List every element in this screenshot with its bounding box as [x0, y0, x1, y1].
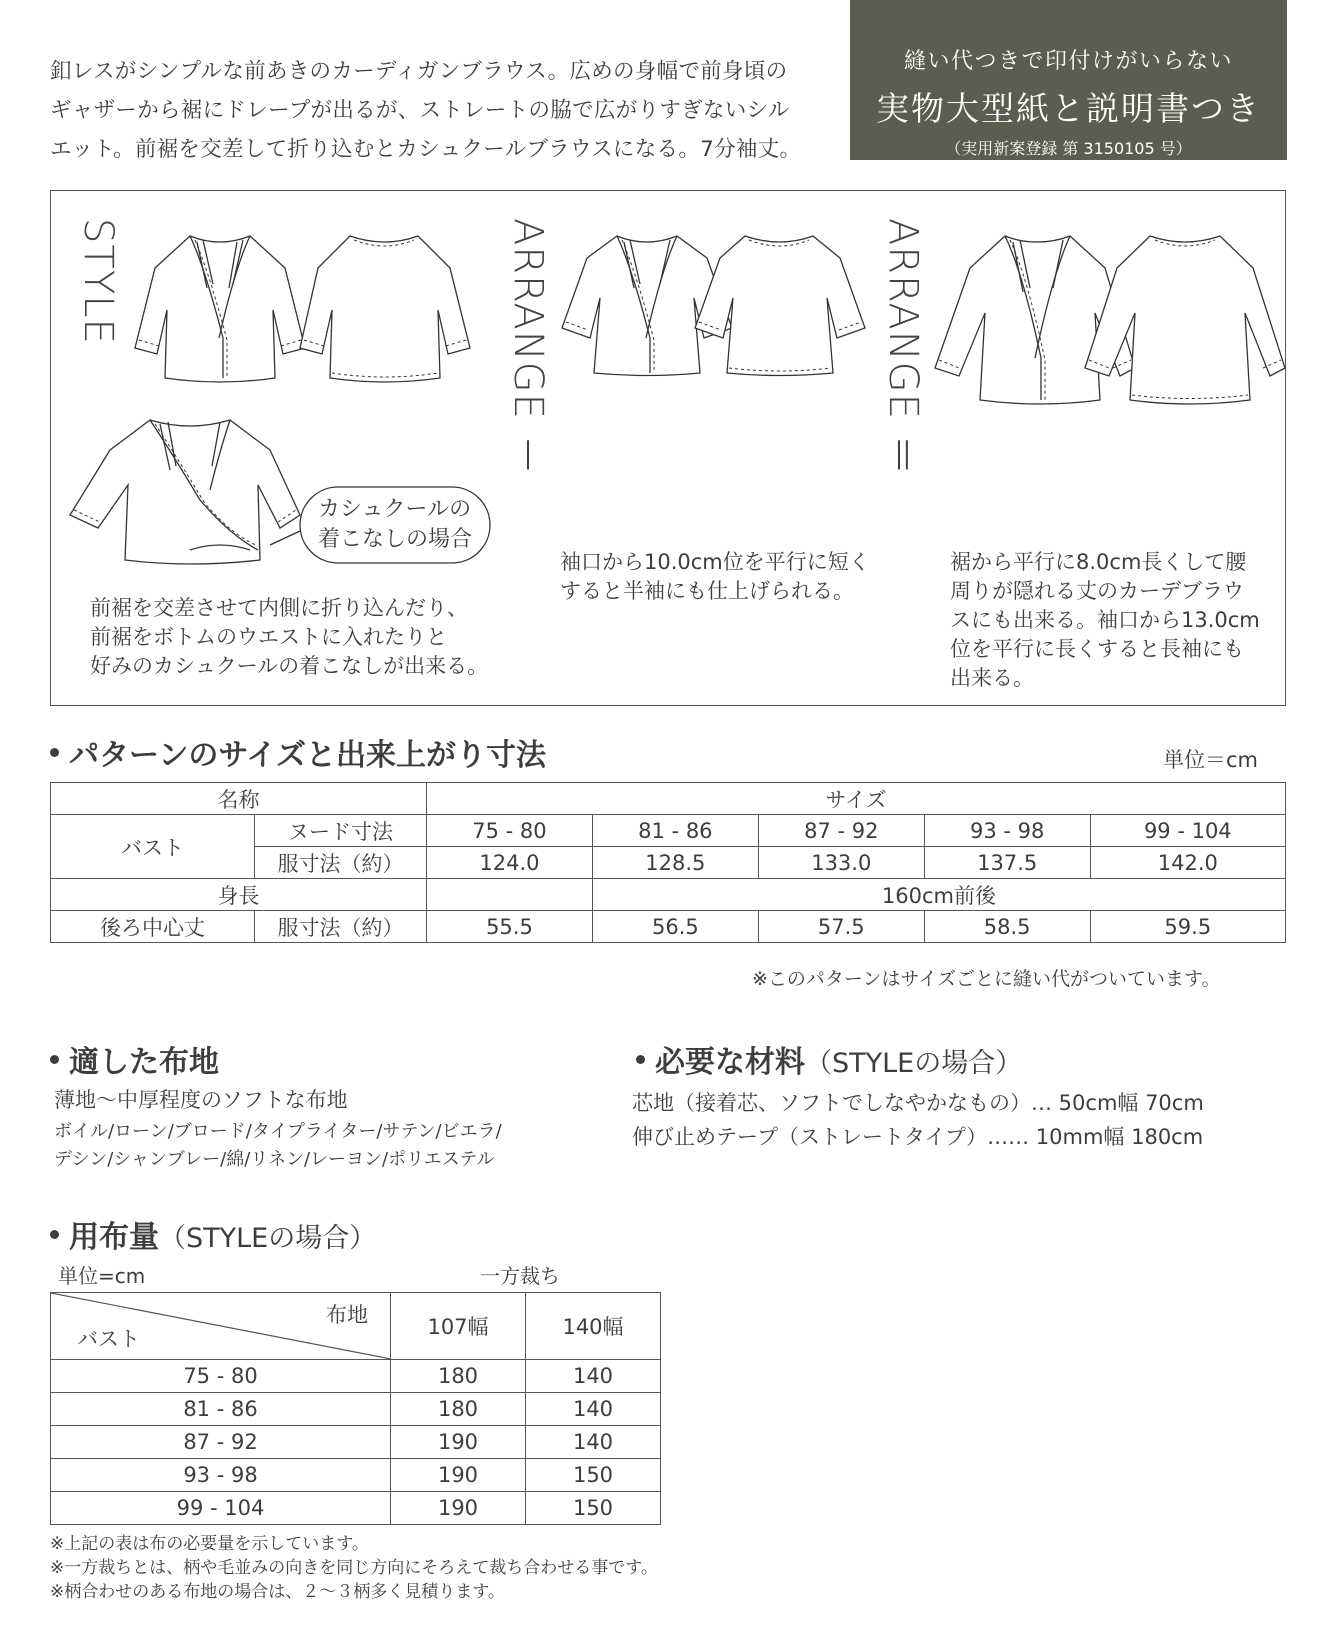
size-note: ※このパターンはサイズごとに縫い代がついています。: [752, 968, 1221, 990]
caption-line: 前裾をボトムのウエストに入れたりと: [90, 625, 447, 649]
corner-cell: [51, 1293, 391, 1360]
table-row: [51, 911, 1286, 943]
table-row: [51, 1426, 661, 1459]
bust-garment-cell: 142.0: [1090, 847, 1285, 879]
w140-cell: 140: [526, 1426, 661, 1459]
size-cell: 93 - 98: [924, 815, 1090, 847]
size-section-title: [50, 730, 546, 774]
style-back-illustration: [300, 228, 470, 388]
bullet-icon: [50, 748, 59, 757]
size-unit: 単位＝cm: [1163, 748, 1259, 772]
w107-cell: 190: [391, 1426, 526, 1459]
bubble-line: カシュクールの: [318, 497, 472, 522]
materials-title-text: 必要な材料: [655, 1045, 805, 1080]
style-front-illustration: [135, 228, 305, 388]
corner-bust: バスト: [77, 1327, 140, 1351]
intro-line: エット。前裾を交差して折り込むとカシュクールブラウスになる。7分袖丈。: [50, 137, 802, 162]
material-item: 伸び止めテープ（ストレートタイプ）…… 10mm幅 180cm: [632, 1125, 1204, 1149]
w140-cell: 140: [526, 1360, 661, 1393]
yardage-note: ※柄合わせのある布地の場合は、２〜３柄多く見積ります。: [50, 1582, 505, 1602]
table-row: [51, 1360, 661, 1393]
bubble-line: 着こなしの場合: [318, 527, 473, 552]
width-header: 140幅: [526, 1293, 661, 1360]
table-row: [51, 879, 1286, 911]
width-header: 107幅: [391, 1293, 526, 1360]
banner-line2: 実物大型紙と説明書つき: [876, 89, 1261, 128]
bust-label: バスト: [51, 815, 255, 879]
back-cell: 57.5: [758, 911, 924, 943]
yardage-table: [50, 1292, 661, 1525]
w140-cell: 150: [526, 1492, 661, 1525]
bust-garment-cell: 128.5: [592, 847, 758, 879]
size-title-text: パターンのサイズと出来上がり寸法: [69, 738, 546, 773]
bust-cell: 99 - 104: [51, 1492, 391, 1525]
fabric-subtitle: 薄地〜中厚程度のソフトな布地: [54, 1088, 348, 1112]
empty-cell: [427, 879, 593, 911]
caption-line: 周りが隠れる丈のカーデブラウ: [950, 579, 1244, 603]
banner-line1: 縫い代つきで印付けがいらない: [903, 49, 1233, 74]
back-label: 後ろ中心丈: [51, 911, 255, 943]
table-row: [51, 1492, 661, 1525]
back-cell: 56.5: [592, 911, 758, 943]
bust-cell: 93 - 98: [51, 1459, 391, 1492]
style-caption: [90, 594, 488, 681]
nude-label: ヌード寸法: [255, 815, 427, 847]
banner-line3: （実用新案登録 第 3150105 号）: [945, 139, 1192, 158]
intro-line: 釦レスがシンプルな前あきのカーディガンブラウス。広めの身幅で前身頃の: [50, 59, 788, 84]
caption-line: スにも出来る。袖口から13.0cm: [950, 608, 1260, 632]
w140-cell: 150: [526, 1459, 661, 1492]
garment-label: 服寸法（約）: [255, 847, 427, 879]
w107-cell: 180: [391, 1393, 526, 1426]
size-cell: 99 - 104: [1090, 815, 1285, 847]
arrange1-label: ARRANGE Ⅰ: [505, 218, 551, 481]
caption-line: 好みのカシュクールの着こなしが出来る。: [90, 654, 489, 678]
intro-text: [50, 52, 810, 169]
height-value: 160cm前後: [592, 879, 1285, 911]
bust-cell: 81 - 86: [51, 1393, 391, 1426]
table-row: [51, 815, 1286, 847]
back-garment-label: 服寸法（約）: [255, 911, 427, 943]
pattern-banner: [850, 0, 1287, 160]
caption-line: 裾から平行に8.0cm長くして腰: [950, 550, 1247, 574]
caption-line: 位を平行に長くすると長袖にも: [950, 637, 1244, 661]
header-size: サイズ: [427, 783, 1286, 815]
size-cell: 81 - 86: [592, 815, 758, 847]
w140-cell: 140: [526, 1393, 661, 1426]
arrange1-back-illustration: [695, 228, 865, 378]
back-cell: 59.5: [1090, 911, 1285, 943]
caption-line: すると半袖にも仕上げられる。: [560, 579, 854, 603]
w107-cell: 190: [391, 1492, 526, 1525]
height-label: 身長: [51, 879, 427, 911]
arrange2-caption: [950, 548, 1260, 693]
bust-garment-cell: 137.5: [924, 847, 1090, 879]
yardage-title-text: 用布量: [69, 1220, 159, 1255]
table-row: [51, 783, 1286, 815]
caption-line: 出来る。: [950, 666, 1034, 690]
bullet-icon: [636, 1055, 645, 1064]
fabric-section-title: [50, 1037, 219, 1081]
arrange2-back-illustration: [1085, 228, 1285, 408]
yardage-note: ※一方裁ちとは、柄や毛並みの向きを同じ方向にそろえて裁ち合わせる事です。: [50, 1558, 658, 1578]
table-row: [51, 1459, 661, 1492]
caption-line: 前裾を交差させて内側に折り込んだり、: [90, 596, 468, 620]
bubble-text: [318, 495, 472, 555]
header-name: 名称: [51, 783, 427, 815]
fabric-list: [54, 1118, 502, 1174]
size-cell: 87 - 92: [758, 815, 924, 847]
materials-section-title: [636, 1037, 1022, 1081]
table-row: [51, 1393, 661, 1426]
size-table: [50, 782, 1286, 943]
yardage-section-title: [50, 1212, 376, 1256]
intro-line: ギャザーから裾にドレープが出るが、ストレートの脇で広がりすぎないシル: [50, 98, 790, 123]
yardage-unit: 単位=cm: [58, 1264, 146, 1288]
table-row: [51, 1293, 661, 1360]
bullet-icon: [50, 1230, 59, 1239]
w107-cell: 190: [391, 1459, 526, 1492]
caption-line: 袖口から10.0cm位を平行に短く: [560, 550, 870, 574]
fabric-list-line: デシン/シャンブレー/綿/リネン/レーヨン/ポリエステル: [54, 1149, 495, 1170]
fabric-title-text: 適した布地: [69, 1045, 219, 1080]
yardage-note: ※上記の表は布の必要量を示しています。: [50, 1534, 369, 1554]
back-cell: 58.5: [924, 911, 1090, 943]
back-cell: 55.5: [427, 911, 593, 943]
yardage-title-paren: （STYLEの場合）: [159, 1223, 377, 1254]
material-item: 芯地（接着芯、ソフトでしなやかなもの）… 50cm幅 70cm: [632, 1091, 1204, 1115]
size-cell: 75 - 80: [427, 815, 593, 847]
bullet-icon: [50, 1055, 59, 1064]
arrange2-label: ARRANGE Ⅱ: [880, 218, 926, 481]
w107-cell: 180: [391, 1360, 526, 1393]
yardage-cut: 一方裁ち: [480, 1264, 560, 1288]
fabric-list-line: ボイル/ローン/ブロード/タイプライター/サテン/ビエラ/: [54, 1121, 502, 1142]
style-label: STYLE: [75, 218, 121, 345]
bust-garment-cell: 124.0: [427, 847, 593, 879]
materials-list: [632, 1086, 1204, 1154]
materials-title-paren: （STYLEの場合）: [805, 1048, 1023, 1079]
bust-garment-cell: 133.0: [758, 847, 924, 879]
bust-cell: 87 - 92: [51, 1426, 391, 1459]
arrange1-caption: [560, 548, 870, 606]
bust-cell: 75 - 80: [51, 1360, 391, 1393]
yardage-notes: [50, 1532, 658, 1604]
corner-fabric: 布地: [326, 1303, 368, 1327]
